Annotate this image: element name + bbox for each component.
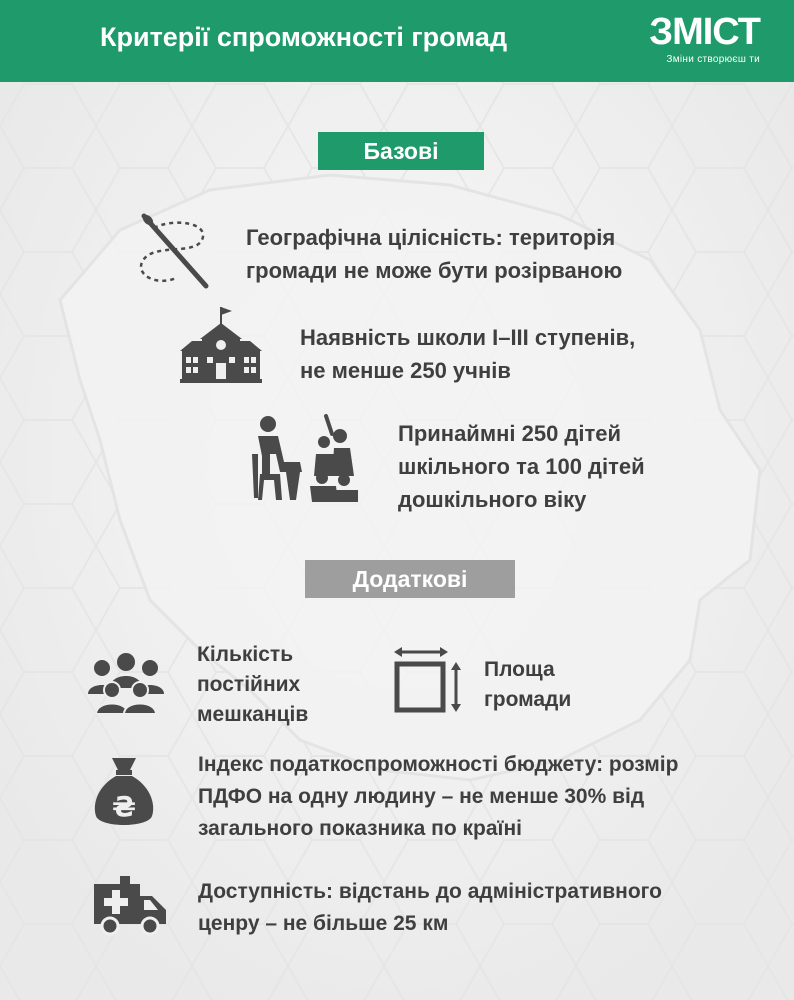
logo-slogan: Зміни створюєш ти <box>666 54 760 65</box>
page-title: Критерії спроможності громад <box>100 22 508 52</box>
text-line: громади <box>484 688 572 711</box>
area-icon <box>392 646 462 714</box>
text-line: шкільного та 100 дітей <box>398 454 645 479</box>
text-line: Площа <box>484 658 555 681</box>
ambulance-icon <box>92 874 168 936</box>
text-line: мешканців <box>197 703 309 726</box>
text-line: громади не може бути розірваною <box>246 258 623 283</box>
basic-item-1-text <box>246 221 622 287</box>
money-bag-hryvnia-icon <box>92 756 156 830</box>
header-bar <box>0 0 794 82</box>
text-line: Доступність: відстань до адміністративного <box>198 880 662 903</box>
additional-item-3-text <box>198 749 678 845</box>
text-line: ценру – не більше 25 км <box>198 912 449 935</box>
text-line: Індекс податкоспроможності бюджету: розмір <box>198 753 679 776</box>
text-line: Географічна цілісність: територія <box>246 225 616 250</box>
additional-criteria-label: Додаткові <box>305 560 515 598</box>
needle-thread-icon <box>132 212 214 290</box>
teacher-children-icon <box>250 414 362 504</box>
logo-word: ЗМІСТ <box>649 11 760 53</box>
text-line: дошкільного віку <box>398 487 587 512</box>
text-line: Кількість <box>197 643 294 666</box>
text-line: загального показника по країні <box>198 817 522 840</box>
text-line: постійних <box>197 673 301 696</box>
additional-item-4-text <box>198 876 662 940</box>
zmist-logo[interactable] <box>640 12 760 65</box>
basic-item-2-text <box>300 321 635 387</box>
svg-text:₴: ₴ <box>111 790 137 823</box>
people-group-icon <box>88 652 164 714</box>
additional-item-1-text <box>197 640 308 730</box>
basic-criteria-label: Базові <box>318 132 484 170</box>
school-icon <box>180 305 262 383</box>
text-line: Наявність школи I–III ступенів, <box>300 325 636 350</box>
additional-item-2-text <box>484 655 571 715</box>
text-line: Принаймні 250 дітей <box>398 421 622 446</box>
text-line: ПДФО на одну людину – не менше 30% від <box>198 785 645 808</box>
text-line: не менше 250 учнів <box>300 358 511 383</box>
basic-item-3-text <box>398 417 645 516</box>
